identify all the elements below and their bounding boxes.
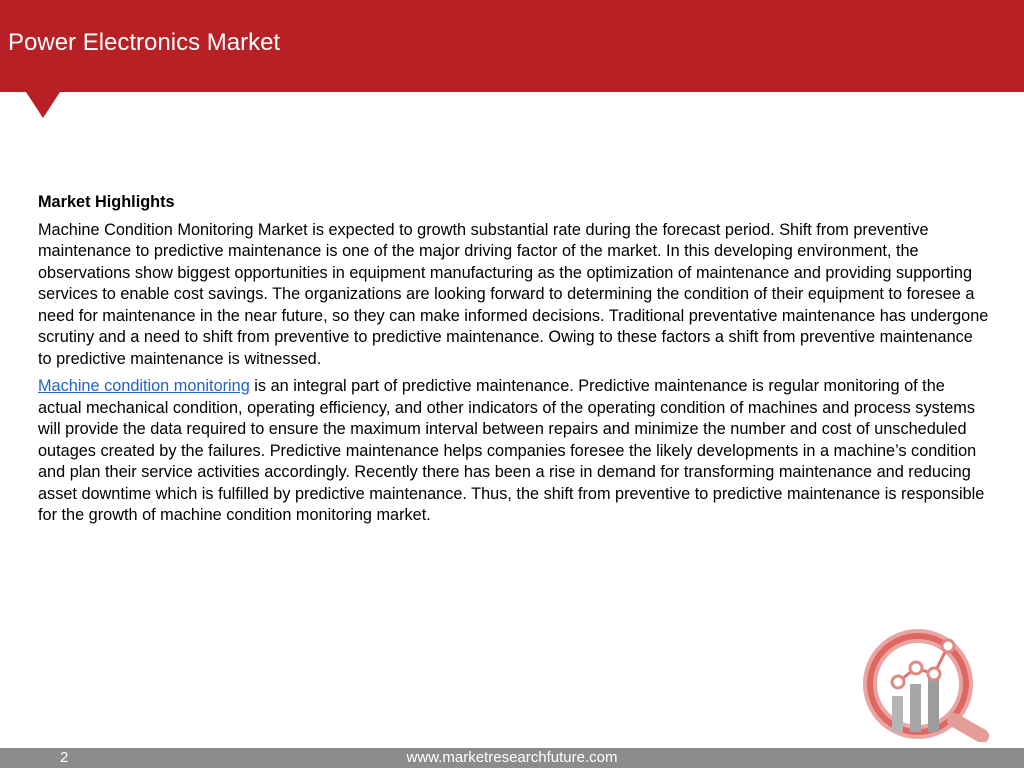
- page-title: Power Electronics Market: [8, 29, 281, 56]
- logo-point-4: [942, 640, 954, 652]
- section-heading: Market Highlights: [38, 193, 175, 211]
- analytics-magnifier-icon: [862, 628, 992, 742]
- paragraph-1: Machine Condition Monitoring Market is expected to growth substantial rate during the forecast period. Shift from preventive maintenance to predictive maintenance is one of the major driving factor of the market. In this developing environment, the observations show biggest opportunities in equipment manufacturing as the optimization of maintenance and providing supporting services to enable cost savings. The organizations are looking forward to determining the condition of their equipment to foresee a need for maintenance in the near future, so they can make informed decisions. Traditional preventative maintenance has undergone scrutiny and a need to shift from preventive to predictive maintenance. Owing to these factors a shift from preventive maintenance to predictive maintenance is witnessed.: [38, 220, 989, 368]
- paragraph-2-text: is an integral part of predictive maintenance. Predictive maintenance is regular monitoring of the actual mechanical condition, operating efficiency, and other indicators of the operating condition of machines and process systems will provide the data required to ensure the maximum interval between repairs and minimize the number and cost of unscheduled outages created by the failures. Predictive maintenance helps companies foresee the likely developments in a machine’s condition and plan their service activities accordingly. Recently there has been a rise in demand for transforming maintenance and reducing asset downtime which is fulfilled by predictive maintenance. Thus, the shift from preventive to predictive maintenance is responsible for the growth of machine condition monitoring market.: [38, 377, 985, 524]
- page-number: 2: [60, 749, 69, 766]
- logo-bar-2: [910, 684, 921, 732]
- paragraph-2: [38, 376, 990, 527]
- footer-url: www.marketresearchfuture.com: [406, 749, 618, 766]
- logo-bar-1: [892, 696, 903, 732]
- header-bar: [0, 0, 1024, 92]
- logo-point-1: [892, 676, 904, 688]
- header-notch: [26, 92, 60, 118]
- footer-bar: [0, 748, 1024, 768]
- logo-point-3: [928, 668, 940, 680]
- logo-svg: [862, 628, 992, 742]
- machine-condition-monitoring-link[interactable]: Machine condition monitoring: [38, 377, 250, 395]
- logo-point-2: [910, 662, 922, 674]
- magnifier-handle: [954, 720, 982, 736]
- main-content: [38, 192, 990, 533]
